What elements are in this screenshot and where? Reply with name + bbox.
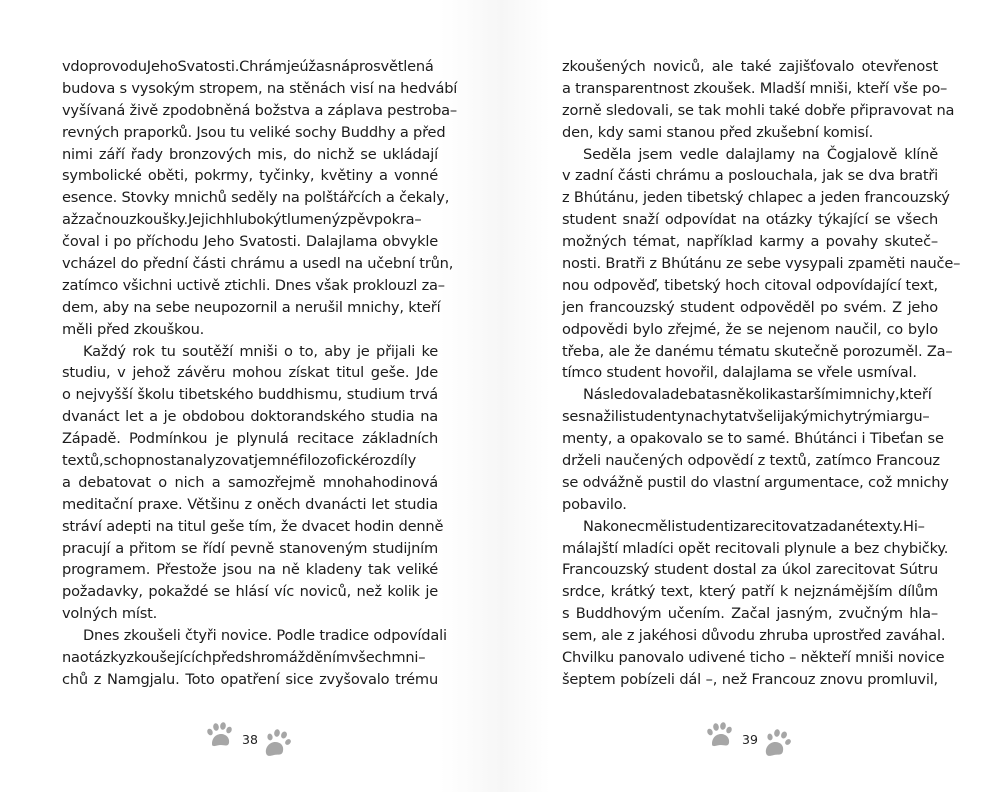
text-line: jen francouzský student odpověděl po svém. Z jeho <box>562 298 938 316</box>
text-line: možných témat, například karmy a povahy skuteč– <box>562 233 938 251</box>
right-page-footer <box>500 720 1000 760</box>
text-line: Každý rok tu soutěží mniši o to, aby je přijali ke <box>83 342 438 360</box>
text-line: ažzačnouzkoušky.Jejichhlubokýtlumenýzpěvpokra– <box>62 211 422 229</box>
text-line: drželi naučených odpovědí z textů, zatímco Francouz <box>562 452 940 470</box>
text-line: čoval i po příchodu Jeho Svatosti. Dalajlama obvykle <box>62 233 438 251</box>
text-line: požadavky, pokaždé se hlásí víc noviců, než kolik je <box>62 583 438 601</box>
right-page-text <box>562 56 961 691</box>
text-line: s Buddhovým učením. Začal jasným, zvučným hla– <box>562 605 938 623</box>
text-line: revných praporků. Jsou tu veliké sochy Buddhy a před <box>62 123 446 141</box>
text-line: volných míst. <box>62 605 158 623</box>
text-line: z Bhútánu, jeden tibetský chlapec a jeden francouzský <box>562 189 950 207</box>
text-line: meditační praxe. Většinu z oněch dvanácti let studia <box>62 495 438 513</box>
text-line: zkoušených noviců, ale také zajišťovalo otevřenost <box>562 58 938 75</box>
text-line: esence. Stovky mnichů seděly na polštářcích a čekaly, <box>62 189 450 207</box>
text-line: v zadní části chrámu a poslouchala, jak se dva bratři <box>562 167 938 185</box>
text-line: nimi září řady bronzových mis, do nichž se ukládají <box>62 145 438 163</box>
text-line: sem, ale z jakéhosi důvodu zhruba uprostřed zaváhal. <box>562 627 946 645</box>
text-line: den, kdy sami stanou před zkušební komisí. <box>562 123 874 141</box>
text-line: chů z Namgjalu. Toto opatření sice zvyšovalo trému <box>62 670 438 688</box>
text-line: nou odpověď, tibetský hoch citoval odpovídající text, <box>562 276 938 294</box>
right-page <box>500 0 1000 792</box>
text-line: Dnes zkoušeli čtyři novice. Podle tradice odpovídali <box>83 627 447 645</box>
text-line: tímco student hovořil, dalajlama se vřele usmíval. <box>562 364 917 382</box>
text-line: studiu, v jehož závěru mohou získat titul geše. Jde <box>62 364 438 382</box>
text-line: nosti. Bratři z Bhútánu ze sebe vysypali zpaměti nauče– <box>562 255 961 273</box>
text-line: menty, a opakovalo se to samé. Bhútánci i Tibeťan se <box>562 430 944 448</box>
left-page-text <box>62 56 458 691</box>
text-line: měli před zkouškou. <box>62 320 205 338</box>
text-line: Nakonecmělistudentizarecitovatzadanétexty.Hi– <box>583 517 925 535</box>
page-number: 39 <box>742 732 758 747</box>
text-line: vdoprovoduJehoSvatosti.Chrámjeúžasnáprosvětlená <box>62 58 434 75</box>
text-line: budova s vysokým stropem, na stěnách visí na hedvábí <box>62 79 458 97</box>
text-line: Francouzský student dostal za úkol zarecitovat Sútru <box>562 561 938 579</box>
text-line: odpovědi bylo zřejmé, že se nejenom naučil, co bylo <box>562 320 938 338</box>
text-line: zatímco všichni uctivě ztichli. Dnes však proklouzl za– <box>62 276 445 294</box>
text-line: a debatovat o nich a samozřejmě mnohahodinová <box>62 473 438 491</box>
text-line: pracují a přitom se řídí pevně stanoveným studijním <box>62 539 438 557</box>
text-line: se odvážně pustil do vlastní argumentace, což mnichy <box>562 473 949 491</box>
text-line: stráví adepti na titul geše tím, že dvacet hodin denně <box>62 517 444 535</box>
paw-print-icon <box>262 729 292 757</box>
text-line: Seděla jsem vedle dalajlamy na Čogjalově klíně <box>583 145 938 163</box>
text-line: symbolické oběti, pokrmy, tyčinky, květiny a vonné <box>62 167 438 185</box>
text-line: Následovaladebatasněkolikastaršímimnichy,kteří <box>583 386 932 404</box>
left-page-footer <box>0 720 500 760</box>
text-line: naotázkyzkoušejícíchpředshromážděnímvšechmni– <box>62 649 426 667</box>
paw-print-icon <box>762 729 792 757</box>
text-line: málajští mladíci opět recitovali plynule a bez chybičky. <box>562 539 949 557</box>
text-line: o nejvyšší školu tibetského buddhismu, studium trvá <box>62 386 438 404</box>
text-line: Chvilku panovalo udivené ticho – někteří mniši novice <box>562 649 945 667</box>
text-line: dem, aby na sebe neupozornil a nerušil mnichy, kteří <box>62 298 441 316</box>
text-line: srdce, krátký text, který patří k nejznámějším dílům <box>562 583 938 601</box>
text-line: sesnažilistudentynachytatvšelijakýmichytrýmiargu– <box>562 408 930 426</box>
text-line: programem. Přestože jsou na ně kladeny tak veliké <box>62 561 438 579</box>
text-line: dvanáct let a je obdobou doktorandského studia na <box>62 408 438 426</box>
text-line: zorně sledovali, se tak mohli také dobře připravovat na <box>562 101 955 119</box>
text-line: vyšívaná živě zpodobněná božstva a záplava pestroba– <box>62 101 458 119</box>
text-line: Západě. Podmínkou je plynulá recitace základních <box>62 430 438 448</box>
text-line: a transparentnost zkoušek. Mladší mniši, kteří vše po– <box>562 79 948 97</box>
text-line: textů,schopnostanalyzovatjemnéfilozofickérozdíly <box>62 452 417 470</box>
page-number: 38 <box>242 732 258 747</box>
text-line: třeba, ale že danému tématu skutečně porozuměl. Za– <box>562 342 953 360</box>
text-line: vcházel do přední části chrámu a usedl na učební trůn, <box>62 255 454 273</box>
text-line: student snaží odpovídat na otázky týkající se všech <box>562 211 938 229</box>
text-line: pobavilo. <box>562 495 627 513</box>
text-line: šeptem pobízeli dál –, než Francouz znovu promluvil, <box>562 670 938 688</box>
